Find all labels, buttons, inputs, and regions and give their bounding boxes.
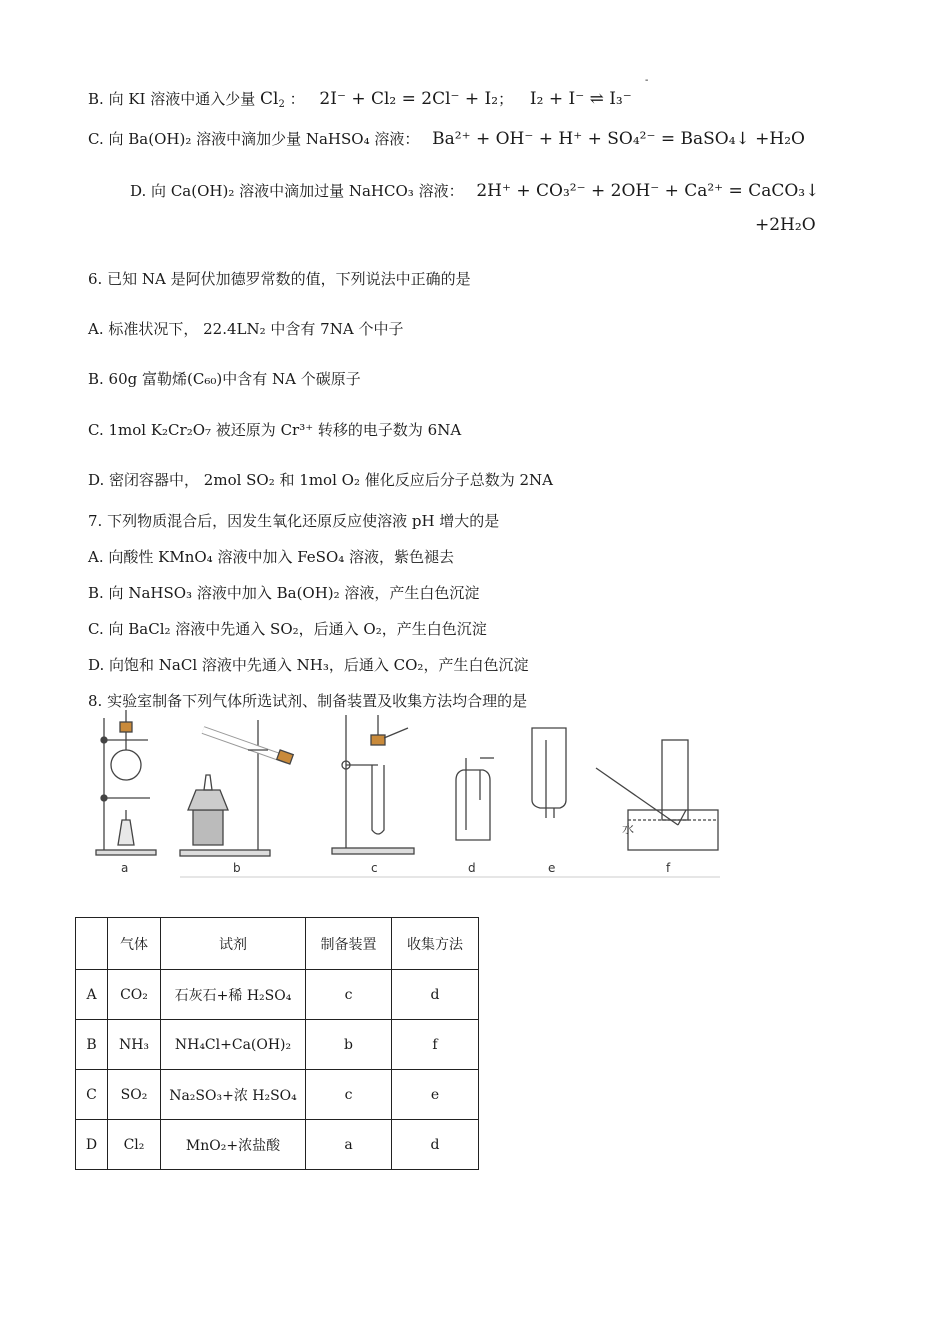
table-row <box>76 1120 479 1170</box>
option-text: 向 Ca(OH)₂ 溶液中滴加过量 NaHCO₃ 溶液： <box>151 182 464 200</box>
option-text: 向 Ba(OH)₂ 溶液中滴加少量 NaHSO₄ 溶液： <box>108 130 420 148</box>
apparatus-figure <box>88 710 724 880</box>
table-cell: d <box>392 970 479 1020</box>
table-cell: Na₂SO₃+浓 H₂SO₄ <box>161 1070 306 1120</box>
q5-option-d <box>130 180 819 202</box>
table-header: 试剂 <box>161 918 306 970</box>
apparatus-label-f: f <box>666 861 671 875</box>
table-cell: C <box>76 1070 108 1120</box>
q7-stem: 7. 下列物质混合后，因发生氧化还原反应使溶液 pH 增大的是 <box>88 512 500 530</box>
table-cell: c <box>306 970 392 1020</box>
q6-option-c: C. 1mol K₂Cr₂O₇ 被还原为 Cr³⁺ 转移的电子数为 6NA <box>88 421 462 439</box>
apparatus-b <box>180 720 293 856</box>
q7-option-d: D. 向饱和 NaCl 溶液中先通入 NH₃，后通入 CO₂，产生白色沉淀 <box>88 656 529 674</box>
q5-option-d-cont: +2H₂O <box>755 215 816 235</box>
table-cell: SO₂ <box>108 1070 161 1120</box>
table-cell: e <box>392 1070 479 1120</box>
apparatus-label-a: a <box>121 861 129 875</box>
equation: Ba²⁺ + OH⁻ + H⁺ + SO₄²⁻ = BaSO₄↓ +H₂O <box>432 129 805 149</box>
table-cell: A <box>76 970 108 1020</box>
equation: I₂ + I⁻ ⇌ I₃⁻ <box>529 89 632 109</box>
separator: ； <box>498 90 514 108</box>
q6-option-d: D. 密闭容器中， 2mol SO₂ 和 1mol O₂ 催化反应后分子总数为 2NA <box>88 471 553 489</box>
q6-option-b: B. 60g 富勒烯(C₆₀)中含有 NA 个碳原子 <box>88 370 361 388</box>
option-text: 向 KI 溶液中通入少量 <box>108 90 256 108</box>
table-header: 收集方法 <box>392 918 479 970</box>
apparatus-label-c: c <box>371 861 378 875</box>
apparatus-e <box>532 728 566 818</box>
table-cell: Cl₂ <box>108 1120 161 1170</box>
q7-option-a: A. 向酸性 KMnO₄ 溶液中加入 FeSO₄ 溶液，紫色褪去 <box>88 548 455 566</box>
q6-option-a: A. 标准状况下， 22.4LN₂ 中含有 7NA 个中子 <box>88 320 404 338</box>
table-cell: NH₄Cl+Ca(OH)₂ <box>161 1020 306 1070</box>
q8-stem: 8. 实验室制备下列气体所选试剂、制备装置及收集方法均合理的是 <box>88 692 528 710</box>
table-cell: CO₂ <box>108 970 161 1020</box>
apparatus-f <box>596 740 718 850</box>
apparatus-a <box>96 710 156 855</box>
table-header <box>76 918 108 970</box>
equation: 2H⁺ + CO₃²⁻ + 2OH⁻ + Ca²⁺ = CaCO₃↓ <box>476 181 820 201</box>
apparatus-label-b: b <box>233 861 241 875</box>
table-header: 气体 <box>108 918 161 970</box>
table-cell: c <box>306 1070 392 1120</box>
table-cell: B <box>76 1020 108 1070</box>
options-table <box>75 917 479 1170</box>
apparatus-c <box>332 715 414 854</box>
table-cell: d <box>392 1120 479 1170</box>
table-row <box>76 1070 479 1120</box>
q5-option-b: B. 向 KI 溶液中通入少量 $Cl_2$ ： 2I⁻ + Cl₂ = 2Cl⁻ + I₂； I₂ + I⁻ ⇌ I₃⁻ <box>88 89 632 110</box>
q6-stem: 6. 已知 NA 是阿伏加德罗常数的值，下列说法中正确的是 <box>88 270 471 288</box>
table-cell: NH₃ <box>108 1020 161 1070</box>
q5-option-c <box>88 128 805 150</box>
table-cell: b <box>306 1020 392 1070</box>
apparatus-label-e: e <box>548 861 556 875</box>
q7-option-b: B. 向 NaHSO₃ 溶液中加入 Ba(OH)₂ 溶液，产生白色沉淀 <box>88 584 480 602</box>
table-header-row <box>76 918 479 970</box>
apparatus-d <box>456 758 494 840</box>
table-cell: D <box>76 1120 108 1170</box>
table-row <box>76 1020 479 1070</box>
table-cell: MnO₂+浓盐酸 <box>161 1120 306 1170</box>
option-label: D. <box>130 182 147 200</box>
table-cell: a <box>306 1120 392 1170</box>
table-header: 制备装置 <box>306 918 392 970</box>
equation: 2I⁻ + Cl₂ = 2Cl⁻ + I₂ <box>319 89 499 109</box>
table-row <box>76 970 479 1020</box>
option-label: B. <box>88 90 104 108</box>
option-label: C. <box>88 130 104 148</box>
q7-option-c: C. 向 BaCl₂ 溶液中先通入 SO₂，后通入 O₂，产生白色沉淀 <box>88 620 487 638</box>
table-cell: 石灰石+稀 H₂SO₄ <box>161 970 306 1020</box>
water-label: 水 <box>622 822 635 836</box>
table-cell: f <box>392 1020 479 1070</box>
apparatus-label-d: d <box>468 861 476 875</box>
header-mark: - <box>645 75 649 86</box>
